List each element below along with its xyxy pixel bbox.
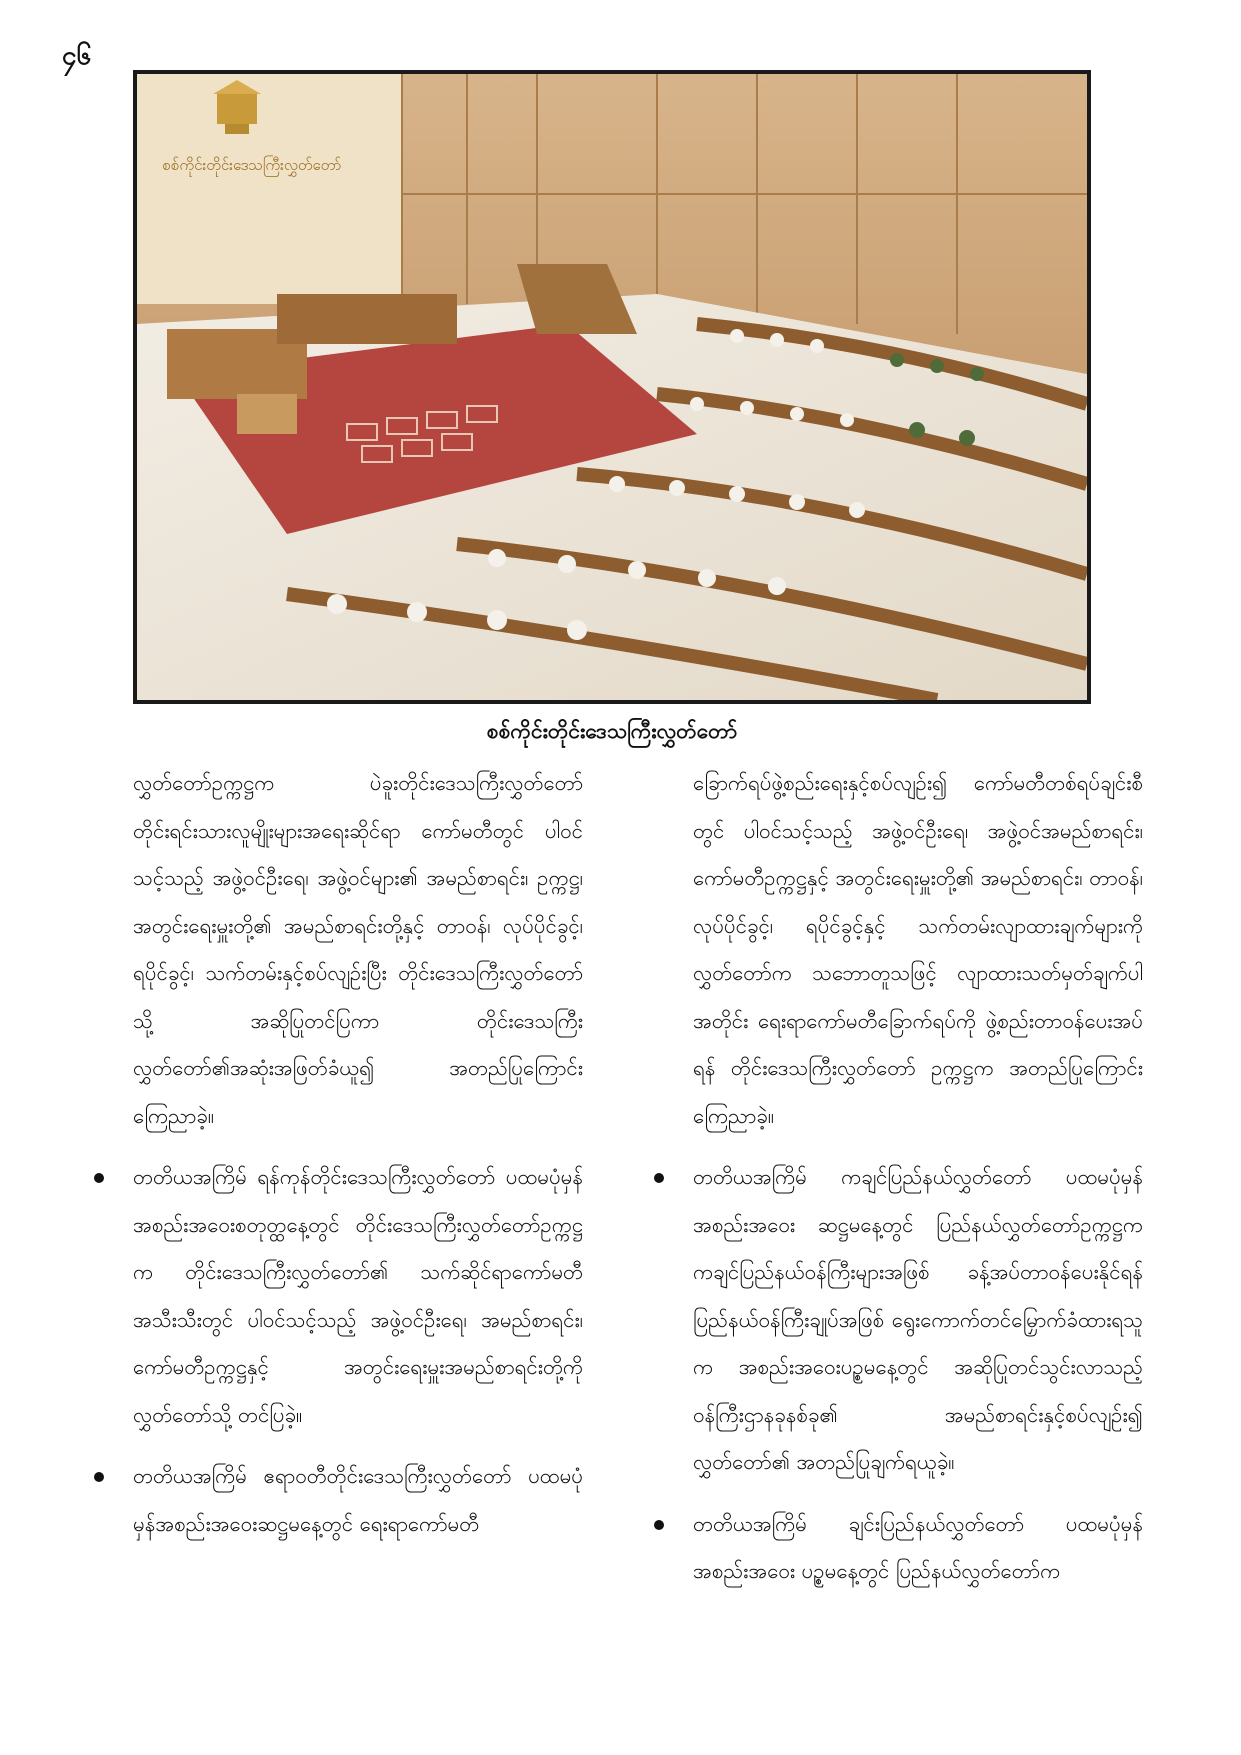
right-column	[638, 760, 1143, 1610]
bullet-item	[78, 1154, 583, 1439]
photo-caption: စစ်ကိုင်းတိုင်းဒေသကြီးလွှတ်တော်	[486, 719, 738, 743]
bullet-text: တတိယအကြိမ် ချင်းပြည်နယ်လွှတ်တော် ပထမပုံမှန်အစည်းအဝေး ပဉ္စမနေ့တွင် ပြည်နယ်လွှတ်တော်က	[693, 1511, 1143, 1583]
bullet-icon	[654, 1173, 664, 1183]
bullet-text: တတိယအကြိမ် ဧရာဝတီတိုင်းဒေသကြီးလွှတ်တော် ပထမပုံမှန်အစည်းအဝေးဆဋ္ဌမနေ့တွင် ရေးရာကော်မတီ	[133, 1464, 583, 1536]
bullet-item	[638, 1154, 1143, 1487]
bullet-item	[638, 1501, 1143, 1596]
bullet-icon	[94, 1173, 104, 1183]
hall-sign-text: စစ်ကိုင်းတိုင်းဒေသကြီးလွှတ်တော်	[162, 156, 342, 174]
parliament-hall-photo	[133, 70, 1091, 704]
intro-paragraph: ခြောက်ရပ်ဖွဲ့စည်းရေးနှင့်စပ်လျဉ်း၍ ကော်မတီတစ်ရပ်ချင်းစီတွင် ပါဝင်သင့်သည့် အဖွဲ့ဝင်ဦးရေ၊ အဖွဲ့ဝင်အမည်စာရင်း၊ ကော်မတီဥက္ကဋ္ဌနှင့် အတွင်းရေးမှူးတို့၏ အမည်စာရင်း၊ တာဝန်၊ လုပ်ပိုင်ခွင့်၊ ရပိုင်ခွင့်နှင့် သက်တမ်းလျာထားချက်များကို လွှတ်တော်က သဘောတူသဖြင့် လျာထားသတ်မှတ်ချက်ပါအတိုင်း ရေးရာကော်မတီခြောက်ရပ်ကို ဖွဲ့စည်းတာဝန်ပေးအပ်ရန် တိုင်းဒေသကြီးလွှတ်တော် ဥက္ကဋ္ဌက အတည်ပြုကြောင်းကြေညာခဲ့။	[693, 771, 1143, 1128]
bullet-text: တတိယအကြိမ် ကချင်ပြည်နယ်လွှတ်တော် ပထမပုံမှန်အစည်းအဝေး ဆဋ္ဌမနေ့တွင် ပြည်နယ်လွှတ်တော်ဥက္ကဋ္ဌက ကချင်ပြည်နယ်ဝန်ကြီးများအဖြစ် ခန့်အပ်တာဝန်ပေးနိုင်ရန် ပြည်နယ်ဝန်ကြီးချုပ်အဖြစ် ရွေးကောက်တင်မြှောက်ခံထားရသူက အစည်းအဝေးပဉ္စမနေ့တွင် အဆိုပြုတင်သွင်းလာသည့် ဝန်ကြီးဌာနခုနစ်ခု၏ အမည်စာရင်းနှင့်စပ်လျဉ်း၍ လွှတ်တော်၏ အတည်ပြုချက်ရယူခဲ့။	[693, 1165, 1143, 1474]
bullet-text: တတိယအကြိမ် ရန်ကုန်တိုင်းဒေသကြီးလွှတ်တော် ပထမပုံမှန်အစည်းအဝေးစတုတ္ထနေ့တွင် တိုင်းဒေသကြီးလွှတ်တော်ဥက္ကဋ္ဌက တိုင်းဒေသကြီးလွှတ်တော်၏ သက်ဆိုင်ရာကော်မတီအသီးသီးတွင် ပါဝင်သင့်သည့် အဖွဲ့ဝင်ဦးရေ၊ အမည်စာရင်း၊ ကော်မတီဥက္ကဋ္ဌနှင့် အတွင်းရေးမှူးအမည်စာရင်းတို့ကို လွှတ်တော်သို့ တင်ပြခဲ့။	[133, 1165, 583, 1427]
bullet-icon	[654, 1520, 664, 1530]
bullet-item	[78, 1453, 583, 1548]
page-number: ၄၆	[62, 41, 92, 71]
left-column	[78, 760, 583, 1562]
bullet-icon	[94, 1472, 104, 1482]
intro-paragraph: လွှတ်တော်ဥက္ကဋ္ဌက ပဲခူးတိုင်းဒေသကြီးလွှတ်တော် တိုင်းရင်းသားလူမျိုးများအရေးဆိုင်ရာ ကော်မတီတွင် ပါဝင်သင့်သည့် အဖွဲ့ဝင်ဦးရေ၊ အဖွဲ့ဝင်များ၏ အမည်စာရင်း၊ ဥက္ကဋ္ဌ၊ အတွင်းရေးမှူးတို့၏ အမည်စာရင်းတို့နှင့် တာဝန်၊ လုပ်ပိုင်ခွင့်၊ ရပိုင်ခွင့်၊ သက်တမ်းနှင့်စပ်လျဉ်းပြီး တိုင်းဒေသကြီးလွှတ်တော်သို့ အဆိုပြုတင်ပြကာ တိုင်းဒေသကြီးလွှတ်တော်၏အဆုံးအဖြတ်ခံယူ၍ အတည်ပြုကြောင်း ကြေညာခဲ့။	[133, 771, 583, 1128]
